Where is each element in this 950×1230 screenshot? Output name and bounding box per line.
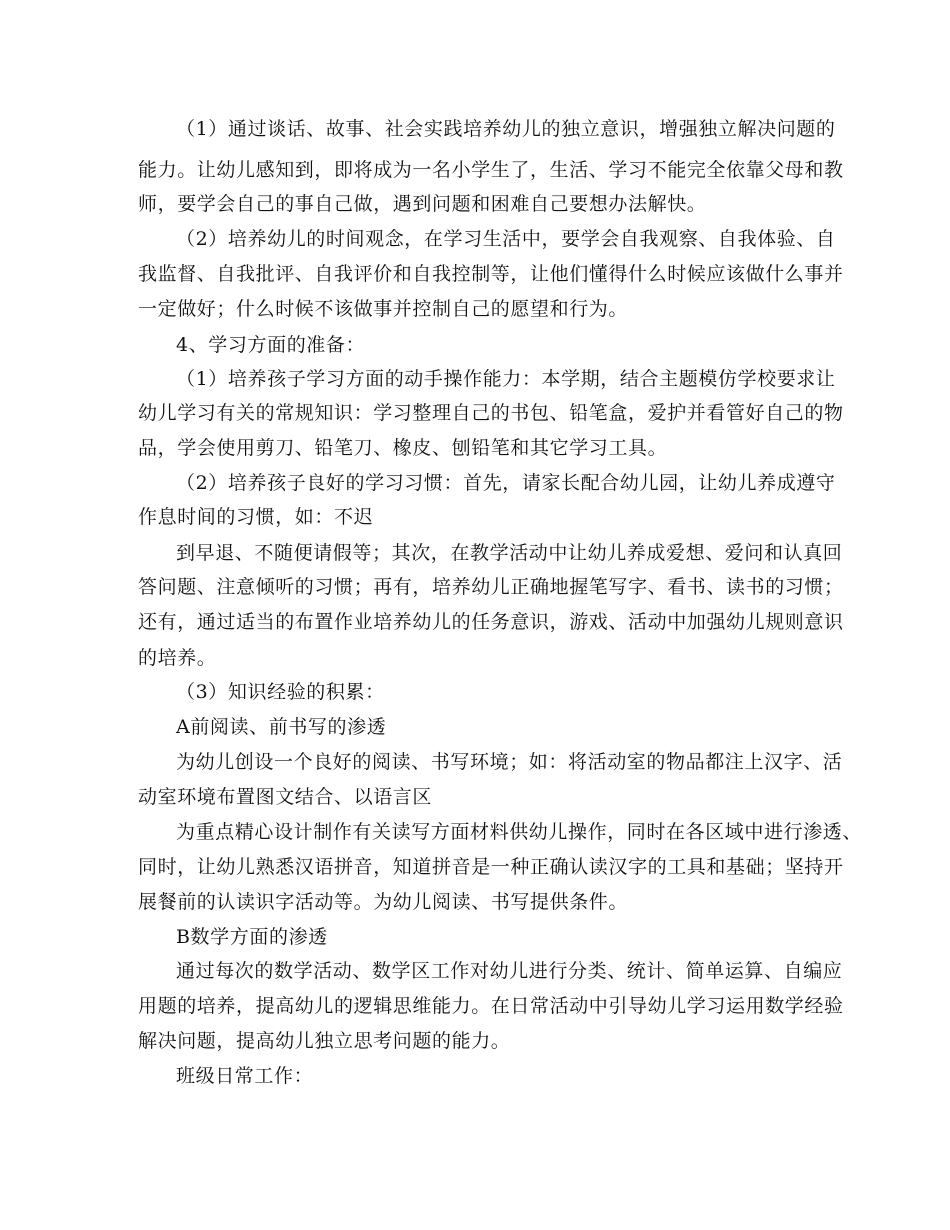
text-line: 同时，让幼儿熟悉汉语拼音，知道拼音是一种正确认读汉字的工具和基础；坚持开 — [138, 856, 844, 878]
text-line: （3）知识经验的积累： — [176, 681, 385, 703]
text-line: 展餐前的认读识字活动等。为幼儿阅读、书写提供条件。 — [138, 891, 629, 913]
subsection-heading: B数学方面的渗透 — [176, 926, 328, 948]
text-line: 能力。让幼儿感知到，即将成为一名小学生了，生活、学习不能完全依靠父母和教 — [138, 159, 844, 181]
text-line: 解决问题，提高幼儿独立思考问题的能力。 — [138, 1030, 511, 1052]
text-line: （1）培养孩子学习方面的动手操作能力：本学期，结合主题模仿学校要求让 — [176, 368, 836, 390]
section-heading: 班级日常工作： — [176, 1065, 314, 1087]
text-line: 还有，通过适当的布置作业培养幼儿的任务意识，游戏、活动中加强幼儿规则意识 — [138, 611, 844, 633]
text-line: 品，学会使用剪刀、铅笔刀、橡皮、刨铅笔和其它学习工具。 — [138, 437, 668, 459]
text-line: 作息时间的习惯，如：不迟 — [138, 506, 374, 528]
text-line: 的培养。 — [138, 647, 217, 669]
text-line: 到早退、不随便请假等；其次，在教学活动中让幼儿养成爱想、爱问和认真回 — [176, 542, 843, 564]
text-line: 动室环境布置图文结合、以语言区 — [138, 786, 433, 808]
text-line: 用题的培养，提高幼儿的逻辑思维能力。在日常活动中引导幼儿学习运用数学经验 — [138, 995, 844, 1017]
text-line: （2）培养幼儿的时间观念，在学习生活中，要学会自我观察、自我体验、自 — [176, 228, 836, 250]
text-line: 为幼儿创设一个良好的阅读、书写环境；如：将活动室的物品都注上汉字、活 — [176, 751, 843, 773]
text-line: （1）通过谈话、故事、社会实践培养幼儿的独立意识，增强独立解决问题的 — [176, 118, 836, 140]
text-line: 我监督、自我批评、自我评价和自我控制等，让他们懂得什么时候应该做什么事并 — [138, 263, 844, 285]
subsection-heading: A前阅读、前书写的渗透 — [176, 716, 387, 738]
text-line: 为重点精心设计制作有关读写方面材料供幼儿操作，同时在各区域中进行渗透、 — [176, 821, 863, 843]
text-line: 一定做好；什么时候不该做事并控制自己的愿望和行为。 — [138, 298, 629, 320]
text-line: 师，要学会自己的事自己做，遇到问题和困难自己要想办法解快。 — [138, 193, 707, 215]
text-line: 答问题、注意倾听的习惯；再有，培养幼儿正确地握笔写字、看书、读书的习惯； — [138, 576, 844, 598]
section-heading: 4、学习方面的准备： — [176, 334, 366, 356]
text-line: 通过每次的数学活动、数学区工作对幼儿进行分类、统计、简单运算、自编应 — [176, 960, 843, 982]
text-line: 幼儿学习有关的常规知识：学习整理自己的书包、铅笔盒，爱护并看管好自己的物 — [138, 402, 844, 424]
text-line: （2）培养孩子良好的学习习惯：首先，请家长配合幼儿园，让幼儿养成遵守 — [176, 472, 836, 494]
